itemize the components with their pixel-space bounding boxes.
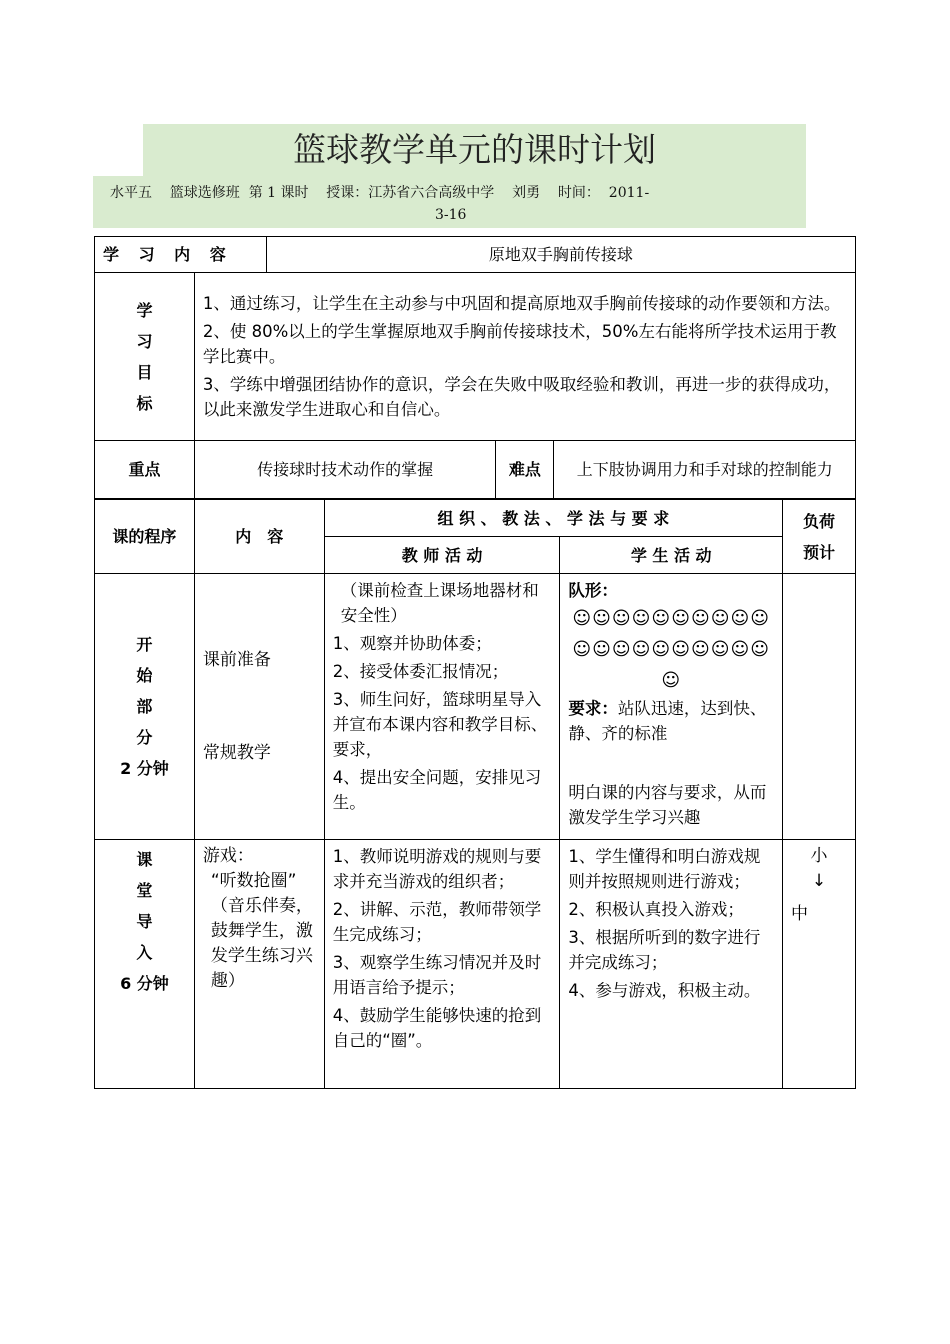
key-point-label: 重点 [95, 441, 195, 499]
procedure-header: 课的程序 [95, 500, 195, 574]
content-label: 学 习 内 容 [95, 237, 267, 273]
page-title: 篮球教学单元的课时计划 [293, 130, 656, 169]
content-start: 课前准备 常规教学 [194, 574, 324, 840]
goals-list [194, 273, 855, 441]
difficulty-value: 上下肢协调用力和手对球的控制能力 [554, 441, 856, 499]
formation-row: ☺☺☺☺☺☺☺☺☺☺ [572, 639, 771, 660]
load-intro: 小 ↓ 中 [783, 840, 856, 1089]
formation-row: ☺☺☺☺☺☺☺☺☺☺ [572, 608, 771, 629]
teacher-activity-start: （课前检查上课场地器材和安全性） 1、观察并协助体委； 2、接受体委汇报情况； 3、师生问好，篮球明星导入并宣布本课内容和教学目标、要求， 4、提出安全问题，安排见习生。 [324, 574, 560, 840]
student-activity-start: 队形： ☺☺☺☺☺☺☺☺☺☺ ☺☺☺☺☺☺☺☺☺☺ ☺ 要求：站队迅速，达到快、静、齐的标准 明白课的内容与要求，从而激发学生学习兴趣 [560, 574, 783, 840]
procedure-start: 开 始 部 分 2 分钟 [95, 574, 195, 840]
load-header: 负荷 预计 [783, 500, 856, 574]
goals-table [94, 236, 856, 499]
student-header: 学 生 活 动 [560, 537, 783, 574]
lesson-meta: 水平五 篮球选修班 第 1 课时 授课：江苏省六合高级中学 刘勇 时间： 2011- [110, 185, 650, 201]
teacher-header: 教 师 活 动 [324, 537, 560, 574]
content-intro: 游戏： “听数抢圈” （音乐伴奏，鼓舞学生，激发学生练习兴趣） [194, 840, 324, 1089]
goal-item: 3、学练中增强团结协作的意识，学会在失败中吸取经验和教训，再进一步的获得成功，以此来激发学生进取心和自信心。 [202, 375, 841, 419]
teacher-activity-intro: 1、教师说明游戏的规则与要求并充当游戏的组织者； 2、讲解、示范，教师带领学生完成练习； 3、观察学生练习情况并及时用语言给予提示； 4、鼓励学生能够快速的抢到自己的“圈”。 [324, 840, 560, 1089]
student-activity-intro: 1、学生懂得和明白游戏规则并按照规则进行游戏； 2、积极认真投入游戏； 3、根据所听到的数字进行并完成练习； 4、参与游戏，积极主动。 [560, 840, 783, 1089]
procedure-table [94, 499, 856, 1089]
goal-item: 1、通过练习，让学生在主动参与中巩固和提高原地双手胸前传接球的动作要领和方法。 [202, 294, 841, 313]
procedure-intro: 课 堂 导 入 6 分钟 [95, 840, 195, 1089]
load-start [783, 574, 856, 840]
goal-item: 2、使 80%以上的学生掌握原地双手胸前传接球技术，50%左右能将所学技术运用于教学比赛中。 [202, 322, 837, 366]
table-row [95, 840, 856, 1089]
content-value: 原地双手胸前传接球 [266, 237, 855, 273]
key-point-value: 传接球时技术动作的掌握 [194, 441, 496, 499]
difficulty-label: 难点 [496, 441, 554, 499]
method-header: 组 织 、 教 法 、 学 法 与 要 求 [324, 500, 782, 537]
goals-label: 学 习 目 标 [95, 273, 195, 441]
content-header: 内 容 [194, 500, 324, 574]
formation-row: ☺ [661, 670, 682, 691]
table-row [95, 574, 856, 840]
lesson-meta-continued: 3-16 [435, 207, 467, 223]
down-arrow-icon: ↓ [811, 871, 827, 891]
